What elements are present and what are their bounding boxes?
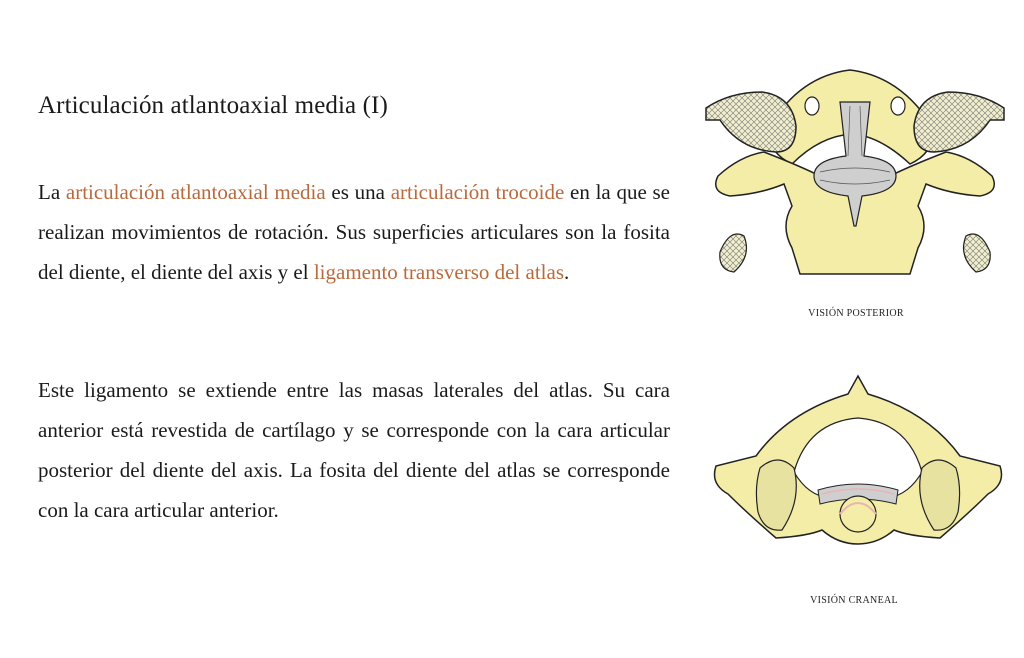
paragraph-text: . <box>564 260 570 284</box>
right-lateral-mass <box>914 92 1004 152</box>
dens <box>840 496 876 532</box>
link-ligamento-transverso[interactable]: ligamento transverso del atlas <box>313 260 565 284</box>
foramen-left <box>805 97 819 115</box>
foramen-right <box>891 97 905 115</box>
ligament-paragraph: Este ligamento se extiende entre las masas laterales del atlas. Su cara anterior está revestida de cartílago y se corresponde con la cara articular posterior del diente del axis. La fosita del diente del atlas se corresponde con la cara articular anterior. <box>38 378 670 522</box>
link-articulacion-atlantoaxial-media[interactable]: articulación atlantoaxial media <box>65 180 326 204</box>
link-articulacion-trocoide[interactable]: articulación trocoide <box>390 180 565 204</box>
paragraph-text: es una <box>325 180 391 204</box>
page-title: Articulación atlantoaxial media (I) <box>38 92 388 119</box>
intro-paragraph <box>38 172 670 292</box>
paragraph-text: La <box>38 180 66 204</box>
posterior-view-illustration <box>700 56 1010 282</box>
left-facet <box>720 234 747 272</box>
cranial-view-illustration <box>708 372 1008 582</box>
left-lateral-mass <box>706 92 796 152</box>
right-facet <box>964 234 991 272</box>
cranial-view-caption: VISIÓN CRANEAL <box>810 595 898 606</box>
paragraph-text: en la que se realizan movimientos de rotación. Sus superficies articulares son la fosita del diente, el diente del axis y el <box>38 180 670 284</box>
posterior-view-caption: VISIÓN POSTERIOR <box>808 308 904 319</box>
